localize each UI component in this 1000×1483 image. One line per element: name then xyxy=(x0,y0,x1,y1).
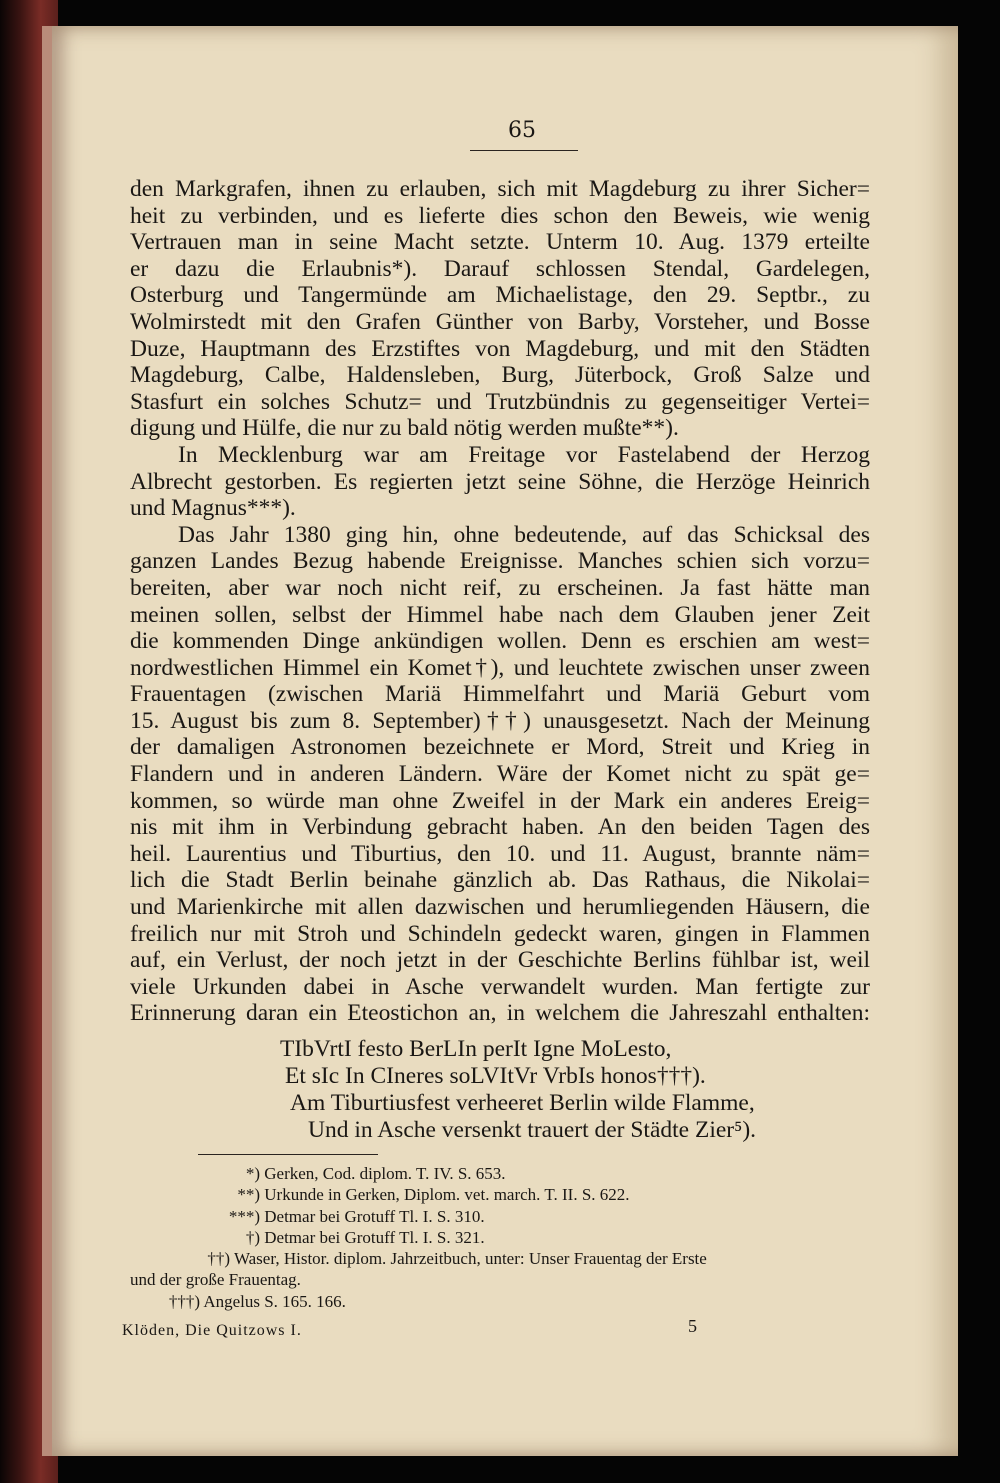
footnote-mark: ††) xyxy=(207,1249,230,1269)
footnote-mark: †††) xyxy=(168,1291,200,1311)
footnotes xyxy=(130,1163,870,1312)
text-line: Osterburg und Tangermünde am Michaelistage, den 29. Septbr., zu xyxy=(130,282,870,309)
signature-mark: Klöden, Die Quitzows I. xyxy=(122,1322,302,1339)
footnote-text: Gerken, Cod. diplom. T. IV. S. 653. xyxy=(264,1164,506,1183)
footnote xyxy=(130,1184,870,1205)
footnote-text: und der große Frauentag. xyxy=(130,1270,301,1290)
text-line: nordwestlichen Himmel ein Komet†), und leuchtete zwischen unser zween xyxy=(130,654,870,681)
text-line: viele Urkunden dabei in Asche verwandelt wurden. Man fertigte zur xyxy=(130,973,870,1000)
book-page xyxy=(42,26,958,1456)
text-line: Flandern und in anderen Ländern. Wäre der Komet nicht zu spät ge= xyxy=(130,761,870,788)
verse-line: Am Tiburtiusfest verheeret Berlin wilde Flamme, xyxy=(290,1090,755,1116)
text-line: heil. Laurentius und Tiburtius, den 10. und 11. August, brannte näm= xyxy=(130,840,870,867)
text-line: meinen sollen, selbst der Himmel habe nach dem Glauben jener Zeit xyxy=(130,601,870,628)
text-line: Vertrauen man in seine Macht setzte. Unterm 10. Aug. 1379 erteilte xyxy=(130,229,870,256)
verse-line: TIbVrtI festo BerLIn perIt Igne MoLesto, xyxy=(280,1036,672,1062)
footnote-rule xyxy=(198,1154,378,1155)
text-line: 15. August bis zum 8. September)††) unausgesetzt. Nach der Meinung xyxy=(130,707,870,734)
text-line: nis mit ihm in Verbindung gebracht haben. An den beiden Tagen des xyxy=(130,814,870,841)
text-line: Frauentagen (zwischen Mariä Himmelfahrt und Mariä Geburt vom xyxy=(130,681,870,708)
text-line: und Magnus***). xyxy=(130,495,296,522)
text-line: die kommenden Dinge ankündigen wollen. Denn es erschien am west= xyxy=(130,628,870,655)
footnote-mark: †) xyxy=(245,1227,260,1247)
text-line: freilich nur mit Stroh und Schindeln gedeckt waren, gingen in Flammen xyxy=(130,920,870,947)
page-number: 65 xyxy=(508,118,536,143)
text-line: er dazu die Erlaubnis*). Darauf schlossen Stendal, Gardelegen, xyxy=(130,255,870,282)
footnote-text: Detmar bei Grotuff Tl. I. S. 321. xyxy=(264,1227,485,1247)
verse-line: Und in Asche versenkt trauert der Städte Zier⁵). xyxy=(308,1117,757,1143)
text-line: Das Jahr 1380 ging hin, ohne bedeutende, auf das Schicksal des xyxy=(178,521,870,548)
text-line: lich die Stadt Berlin beinahe gänzlich ab. Das Rathaus, die Nikolai= xyxy=(130,867,870,894)
text-line: Albrecht gestorben. Es regierten jetzt seine Söhne, die Herzöge Heinrich xyxy=(130,468,870,495)
text-line: Stasfurt ein solches Schutz= und Trutzbündnis zu gegenseitiger Vertei= xyxy=(130,388,870,415)
text-line: kommen, so würde man ohne Zweifel in der Mark ein anderes Ereig= xyxy=(130,787,870,814)
verse-block xyxy=(130,1036,870,1144)
text-line: Duze, Hauptmann des Erzstiftes von Magdeburg, und mit den Städten xyxy=(130,335,870,362)
text-line: bereiten, aber war noch nicht reif, zu erscheinen. Ja fast hätte man xyxy=(130,574,870,601)
footnote-text: Detmar bei Grotuff Tl. I. S. 310. xyxy=(264,1206,485,1226)
sheet-number: 5 xyxy=(688,1316,697,1336)
footnote-mark: ***) xyxy=(228,1206,260,1226)
header-rule xyxy=(470,150,578,151)
footnote xyxy=(130,1227,870,1248)
text-line: und Marienkirche mit allen dazwischen und herumliegenden Häusern, die xyxy=(130,894,870,921)
footnote xyxy=(130,1206,870,1227)
footnote xyxy=(130,1248,870,1269)
text-line: Erinnerung daran ein Eteostichon an, in welchem die Jahreszahl enthalten: xyxy=(130,1000,870,1027)
verse-line: Et sIc In CIneres soLVItVr VrbIs honos†††). xyxy=(285,1063,706,1089)
text-line: der damaligen Astronomen bezeichnete er Mord, Streit und Krieg in xyxy=(130,734,870,761)
text-line: digung und Hülfe, die nur zu bald nötig werden mußte**). xyxy=(130,415,679,442)
body-text xyxy=(130,176,870,1027)
footnote-text: Angelus S. 165. 166. xyxy=(203,1291,346,1311)
text-line: den Markgrafen, ihnen zu erlauben, sich mit Magdeburg zu ihrer Sicher= xyxy=(130,176,870,202)
footnote-text: Waser, Histor. diplom. Jahrzeitbuch, unter: Unser Frauentag der Erste xyxy=(233,1249,707,1269)
footnote-text: Urkunde in Gerken, Diplom. vet. march. T. II. S. 622. xyxy=(264,1185,630,1205)
text-line: Magdeburg, Calbe, Haldensleben, Burg, Jüterbock, Groß Salze und xyxy=(130,362,870,389)
text-line: auf, ein Verlust, der noch jetzt in der Geschichte Berlins fühlbar ist, weil xyxy=(130,947,870,974)
footnote-mark: *) xyxy=(245,1164,260,1183)
footnote-continuation xyxy=(130,1269,870,1290)
footnote-mark: **) xyxy=(237,1185,260,1205)
footnote xyxy=(130,1291,870,1312)
text-line: heit zu verbinden, und es lieferte dies schon den Beweis, wie wenig xyxy=(130,202,870,229)
footnote xyxy=(130,1163,870,1184)
text-line: Wolmirstedt mit den Grafen Günther von Barby, Vorsteher, und Bosse xyxy=(130,308,870,335)
text-line: ganzen Landes Bezug habende Ereignisse. Manches schien sich vorzu= xyxy=(130,548,870,575)
text-line: In Mecklenburg war am Freitage vor Fastelabend der Herzog xyxy=(178,441,870,468)
